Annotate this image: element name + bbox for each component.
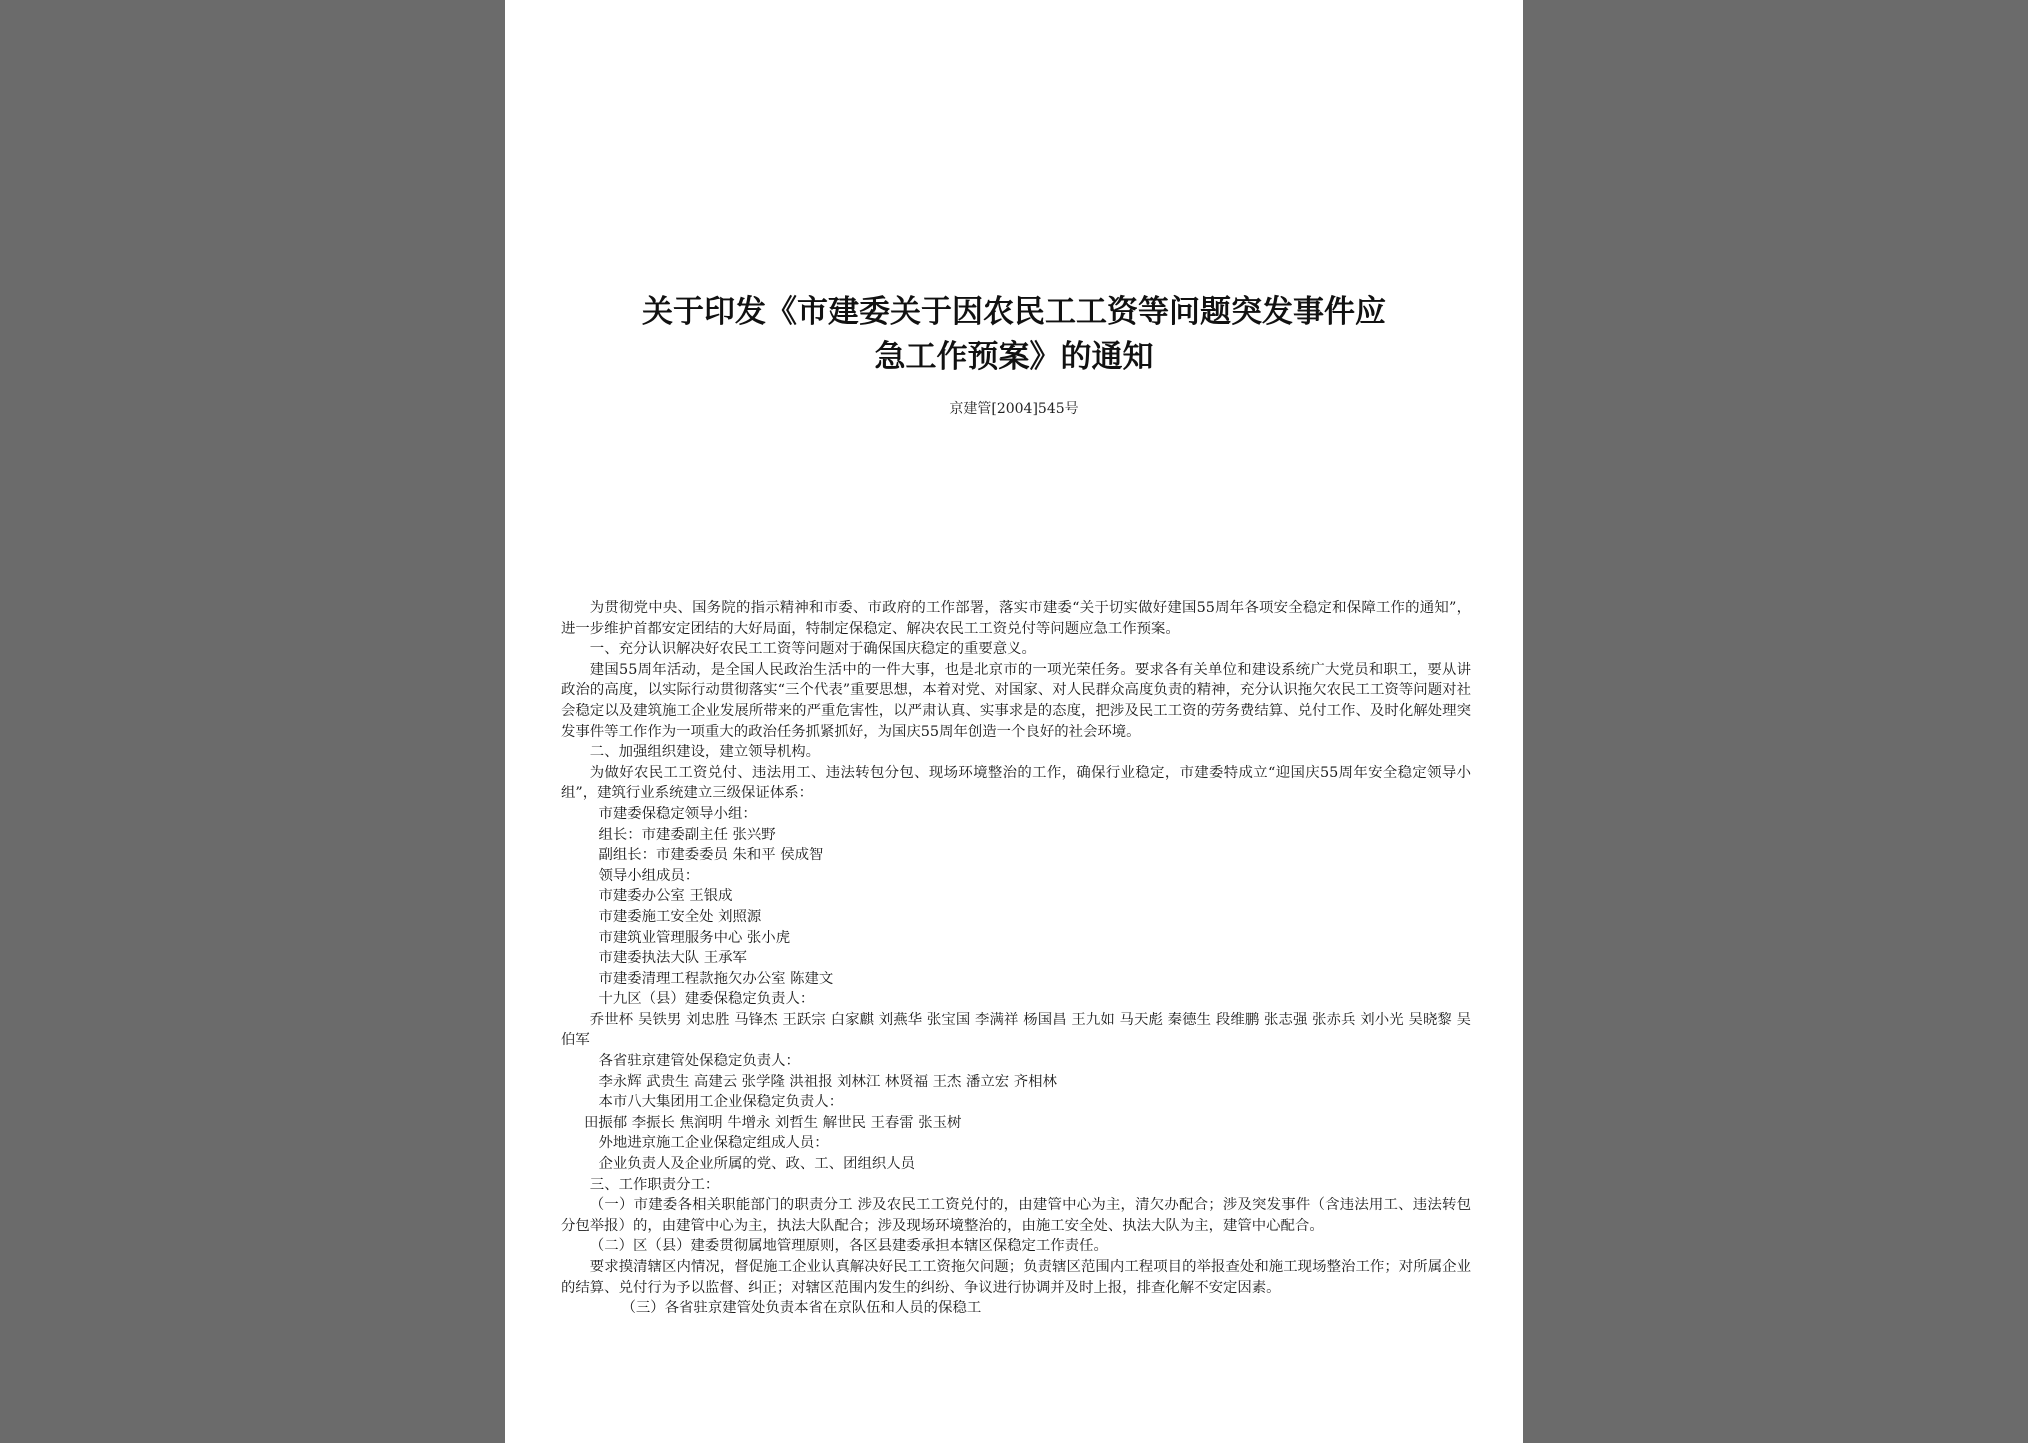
list-item: 市建委清理工程款拖欠办公室 陈建文: [598, 970, 834, 987]
section-heading-2: 二、加强组织建设，建立领导机构。: [589, 744, 821, 761]
paragraph-section-2: 为做好农民工工资兑付、违法用工、违法转包分包、现场环境整治的工作，确保行业稳定，市建委特成立“迎国庆55周年安全稳定领导小组”，建筑行业系统建立三级保证体系：: [561, 764, 1471, 802]
name-list-groups: 田振郁 李振长 焦润明 牛增永 刘哲生 解世民 王春雷 张玉树: [584, 1114, 962, 1131]
list-item: 企业负责人及企业所属的党、政、工、团组织人员: [598, 1156, 916, 1173]
title-line-1: 关于印发《市建委关于因农民工工资等问题突发事件应: [642, 294, 1386, 330]
paragraph-section-1: 建国55周年活动，是全国人民政治生活中的一件大事，也是北京市的一项光荣任务。要求各有关单位和建设系统广大党员和职工，要从讲政治的高度，以实际行动贯彻落实“三个代表”重要思想，本着对党、对国家、对人民群众高度负责的精神，充分认识拖欠农民工工资等问题对社会稳定以及建筑施工企业发展所带来的严重危害性，以严肃认真、实事求是的态度，把涉及民工工资的劳务费结算、兑付工作、及时化解处理突发事件等工作作为一项重大的政治任务抓紧抓好，为国庆55周年创造一个良好的社会环境。: [561, 661, 1471, 740]
document-title: [565, 290, 1463, 380]
name-list-districts: 乔世杯 吴铁男 刘忠胜 马锋杰 王跃宗 白家麒 刘燕华 张宝国 李满祥 杨国昌 王九如 马天彪 秦德生 段维鹏 张志强 张赤兵 刘小光 吴晓黎 吴伯军: [561, 1011, 1471, 1049]
list-item: 本市八大集团用工企业保稳定负责人：: [598, 1094, 844, 1111]
list-item: 市建委办公室 王银成: [598, 888, 733, 905]
paragraph-duty-2: （二）区（县）建委贯彻属地管理原则，各区县建委承担本辖区保稳定工作责任。: [589, 1238, 1108, 1255]
list-item: 市建委执法大队 王承军: [598, 950, 747, 967]
section-heading-3: 三、工作职责分工：: [589, 1176, 720, 1193]
list-item: 组长：市建委副主任 张兴野: [598, 826, 776, 843]
list-item: 十九区（县）建委保稳定负责人：: [598, 991, 815, 1008]
list-item: 副组长：市建委委员 朱和平 侯成智: [598, 847, 824, 864]
name-list-provinces: 李永辉 武贵生 高建云 张学隆 洪祖报 刘林江 林贤福 王杰 潘立宏 齐相林: [598, 1073, 1057, 1090]
paragraph-duty-2-detail: 要求摸清辖区内情况，督促施工企业认真解决好民工工资拖欠问题；负责辖区范围内工程项目的举报查处和施工现场整治工作；对所属企业的结算、兑付行为予以监督、纠正；对辖区范围内发生的纠纷、争议进行协调并及时上报，排查化解不安定因素。: [561, 1259, 1471, 1296]
paragraph-intro: 为贯彻党中央、国务院的指示精神和市委、市政府的工作部署，落实市建委“关于切实做好建国55周年各项安全稳定和保障工作的通知”，进一步维护首都安定团结的大好局面，特制定保稳定、解决农民工工资兑付等问题应急工作预案。: [561, 600, 1471, 637]
list-item: 市建筑业管理服务中心 张小虎: [598, 929, 791, 946]
document-number: 京建管[2004]545号: [949, 401, 1079, 417]
list-item: 外地进京施工企业保稳定组成人员：: [598, 1135, 829, 1152]
list-item: 市建委保稳定领导小组：: [598, 805, 757, 822]
list-item: 领导小组成员：: [598, 867, 700, 884]
list-item: 各省驻京建管处保稳定负责人：: [598, 1053, 800, 1070]
paragraph-duty-1: （一）市建委各相关职能部门的职责分工 涉及农民工工资兑付的，由建管中心为主，清欠办配合；涉及突发事件（含违法用工、违法转包分包举报）的，由建管中心为主，执法大队配合；涉及现场环境整治的，由施工安全处、执法大队为主，建管中心配合。: [561, 1197, 1471, 1234]
document-page: [505, 0, 1523, 1443]
document-body: [561, 598, 1471, 1319]
section-heading-1: 一、充分认识解决好农民工工资等问题对于确保国庆稳定的重要意义。: [589, 641, 1036, 658]
title-line-2: 急工作预案》的通知: [874, 339, 1154, 375]
paragraph-duty-3: （三）各省驻京建管处负责本省在京队伍和人员的保稳工: [621, 1300, 982, 1317]
list-item: 市建委施工安全处 刘照源: [598, 908, 762, 925]
